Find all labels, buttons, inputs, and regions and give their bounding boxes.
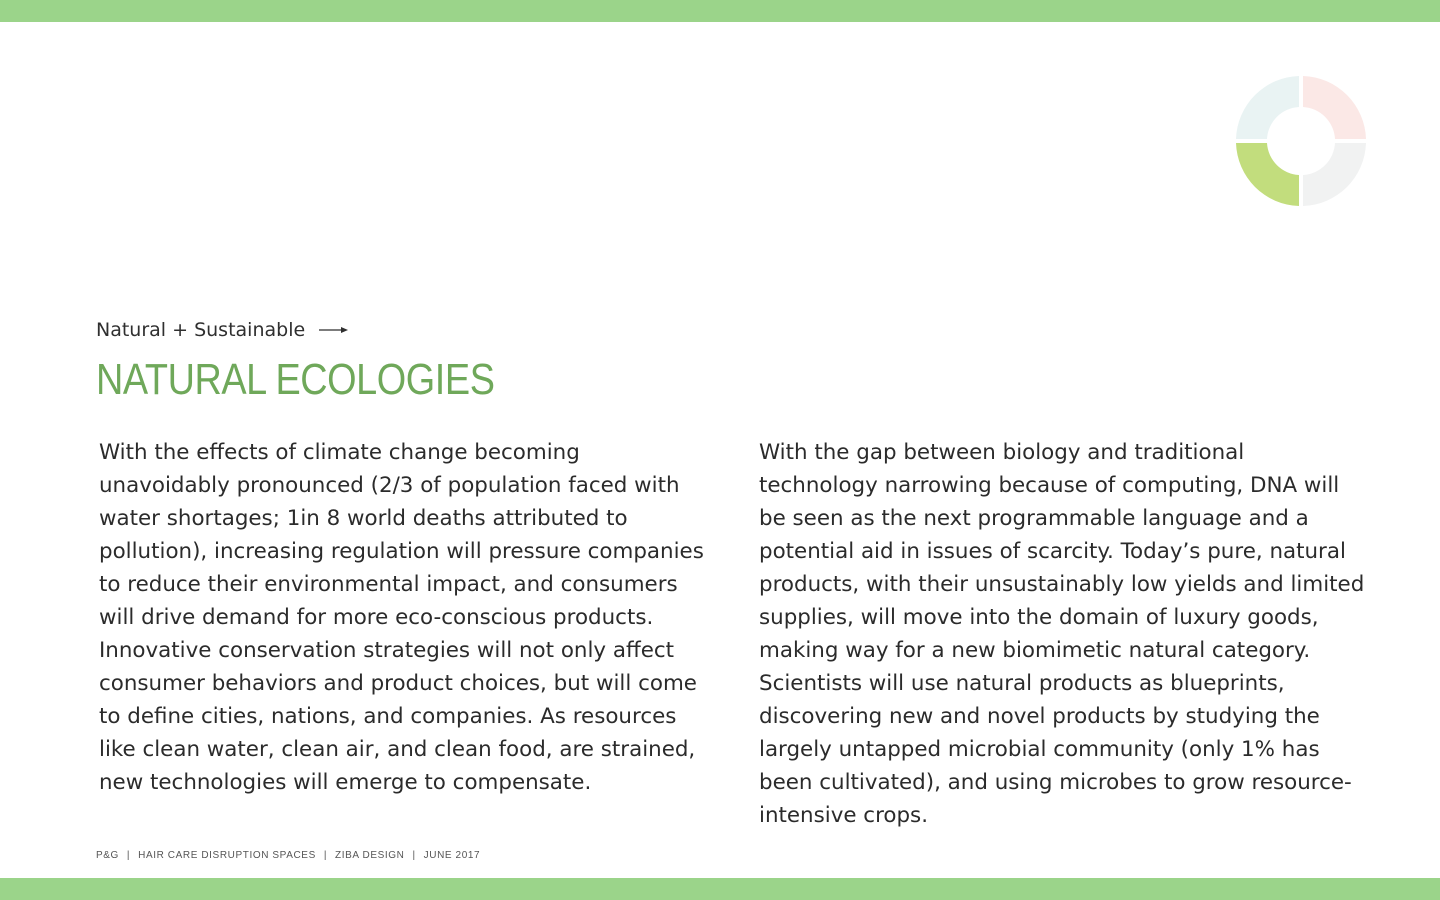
footer-separator: |	[412, 850, 416, 861]
page-title: NATURAL ECOLOGIES	[96, 355, 495, 404]
body-paragraph-right: With the gap between biology and traditional technology narrowing because of computing, DNA will be seen as the next programmable language and a potential aid in issues of scarcity. Today’s pure, natural products, with their unsustainably low yields and limited supplies, will move into the domain of luxury goods, making way for a new biomimetic natural category. Scientists will use natural products as blueprints, discovering new and novel products by studying the largely untapped microbial community (only 1% has been cultivated), and using microbes to grow resource-intensive crops.	[759, 440, 1365, 828]
page-footer	[96, 850, 480, 861]
footer-date: JUNE 2017	[423, 850, 481, 861]
footer-client: P&G	[96, 850, 119, 861]
eyebrow-label: Natural + Sustainable	[96, 319, 306, 341]
footer-separator: |	[323, 850, 328, 861]
section-indicator-donut-icon	[1234, 74, 1368, 208]
donut-quadrant-top-right	[1303, 76, 1366, 139]
top-accent-band	[0, 0, 1440, 22]
footer-separator: |	[126, 850, 131, 861]
donut-quadrant-top-left	[1236, 76, 1299, 139]
footer-project: HAIR CARE DISRUPTION SPACES	[138, 850, 316, 861]
donut-quadrant-bottom-right	[1303, 143, 1366, 206]
footer-agency: ZIBA DESIGN	[335, 850, 405, 861]
bottom-accent-band	[0, 878, 1440, 900]
section-eyebrow	[96, 319, 349, 341]
body-paragraph-left: With the effects of climate change becoming unavoidably pronounced (2/3 of population faced with water shortages; 1in 8 world deaths attributed to pollution), increasing regulation will pressure companies to reduce their environmental impact, and consumers will drive demand for more eco-conscious products. Innovative conservation strategies will not only affect consumer behaviors and product choices, but will come to define cities, nations, and companies. As resources like clean water, clean air, and clean food, are strained, new technologies will emerge to compensate.	[99, 440, 704, 795]
donut-quadrant-bottom-left-active	[1236, 143, 1299, 206]
right-arrow-icon	[319, 324, 349, 336]
